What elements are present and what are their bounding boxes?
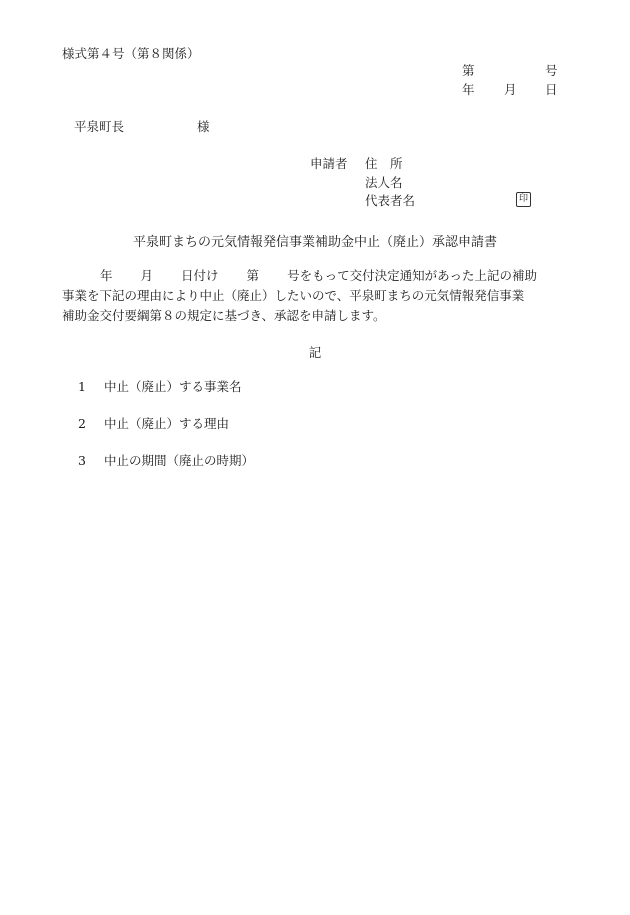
list-item (78, 453, 254, 469)
ki-heading: 記 (308, 345, 322, 360)
body-month: 月 (140, 268, 154, 283)
document-title: 平泉町まちの元気情報発信事業補助金中止（廃止）承認申請書 (132, 235, 497, 250)
body-line-3: 補助金交付要綱第８の規定に基づき、承認を申請します。 (62, 308, 386, 323)
applicant-label: 申請者 (310, 156, 348, 171)
body-line-2: 事業を下記の理由により中止（廃止）したいので、平泉町まちの元気情報発信事業 (62, 288, 525, 303)
item-number: 3 (78, 453, 86, 468)
item-label: 中止（廃止）する理由 (104, 416, 230, 431)
applicant-rep-label: 代表者名 (365, 193, 416, 208)
date-month: 月 (504, 82, 517, 97)
list-item (78, 379, 242, 395)
applicant-corp-label: 法人名 (365, 175, 403, 190)
body-year: 年 (100, 268, 113, 283)
body-line-1 (62, 266, 582, 286)
list-item (78, 416, 229, 432)
item-number: 2 (78, 416, 86, 431)
body-paragraph (62, 266, 582, 326)
doc-number-go: 号 (545, 63, 558, 78)
applicant-address-label: 住 所 (365, 156, 403, 171)
body-dai: 第 (246, 268, 260, 283)
addressee-name: 平泉町長 (74, 119, 125, 134)
item-label: 中止の期間（廃止の時期） (104, 453, 255, 468)
doc-number-dai: 第 (462, 63, 475, 78)
date-day: 日 (545, 82, 558, 97)
item-label: 中止（廃止）する事業名 (104, 379, 242, 394)
body-line1-rest: 号をもって交付決定通知があった上記の補助 (287, 268, 537, 283)
body-date-tsuke: 日付け (181, 268, 219, 283)
addressee-honorific: 様 (197, 119, 210, 134)
seal-mark: 印 (516, 192, 531, 207)
date-year: 年 (462, 82, 475, 97)
item-number: 1 (78, 379, 86, 394)
form-number: 様式第４号（第８関係） (62, 46, 200, 61)
